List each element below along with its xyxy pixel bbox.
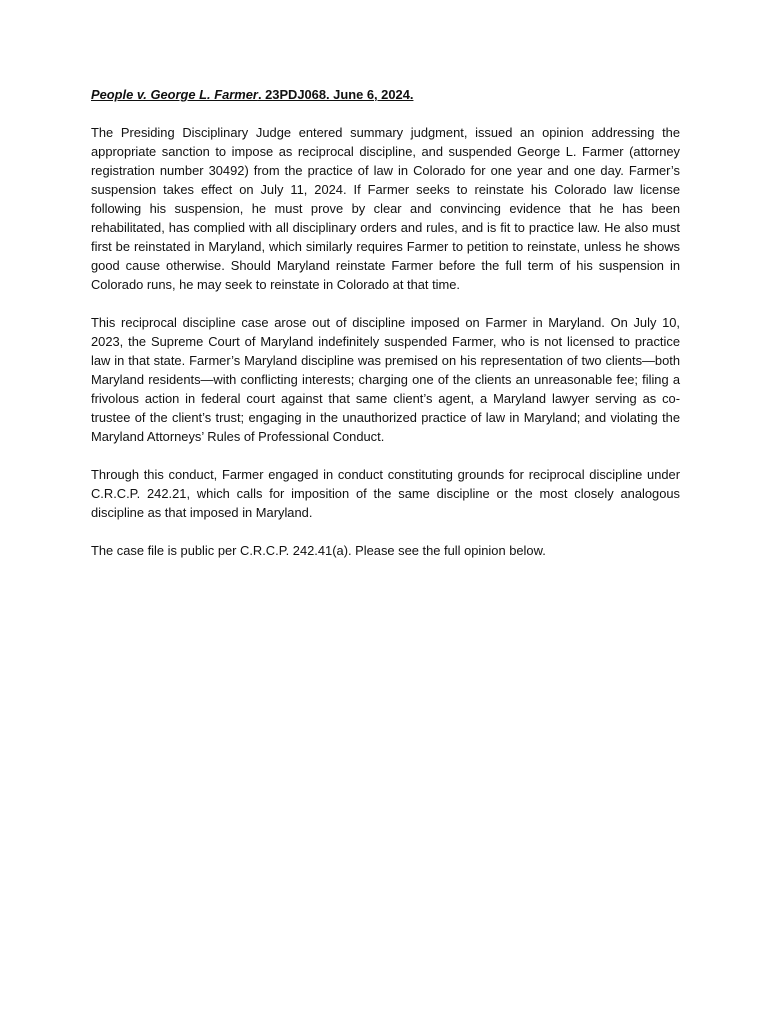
document-page: [91, 85, 680, 579]
paragraph-background: This reciprocal discipline case arose out of discipline imposed on Farmer in Maryland. On July 10, 2023, the Supreme Court of Maryland indefinitely suspended Farmer, who is not licensed to practice law in that state. Farmer’s Maryland discipline was premised on his representation of two clients—both Maryland residents—with conflicting interests; charging one of the clients an unreasonable fee; filing a frivolous action in federal court against that same client’s agent, a Maryland lawyer serving as co-trustee of the client’s trust; engaging in the unauthorized practice of law in Maryland; and violating the Maryland Attorneys’ Rules of Professional Conduct.: [91, 315, 680, 444]
case-citation: . 23PDJ068. June 6, 2024.: [257, 87, 414, 102]
paragraph-public-notice: The case file is public per C.R.C.P. 242.41(a). Please see the full opinion below.: [91, 543, 546, 558]
paragraph-summary: The Presiding Disciplinary Judge entered summary judgment, issued an opinion addressing the appropriate sanction to impose as reciprocal discipline, and suspended George L. Farmer (attorney registration number 30492) from the practice of law in Colorado for one year and one day. Farmer’s suspension takes effect on July 11, 2024. If Farmer seeks to reinstate his Colorado law license following his suspension, he must prove by clear and convincing evidence that he has been rehabilitated, has complied with all disciplinary orders and rules, and is fit to practice law. He also must first be reinstated in Maryland, which similarly requires Farmer to petition to reinstate, unless he shows good cause otherwise. Should Maryland reinstate Farmer before the full term of his suspension in Colorado runs, he may seek to reinstate in Colorado at that time.: [91, 125, 680, 292]
paragraph-grounds: Through this conduct, Farmer engaged in conduct constituting grounds for reciprocal discipline under C.R.C.P. 242.21, which calls for imposition of the same discipline or the most closely analogous discipline as that imposed in Maryland.: [91, 467, 680, 520]
case-name: People v. George L. Farmer: [91, 87, 258, 102]
case-heading: [91, 85, 680, 104]
